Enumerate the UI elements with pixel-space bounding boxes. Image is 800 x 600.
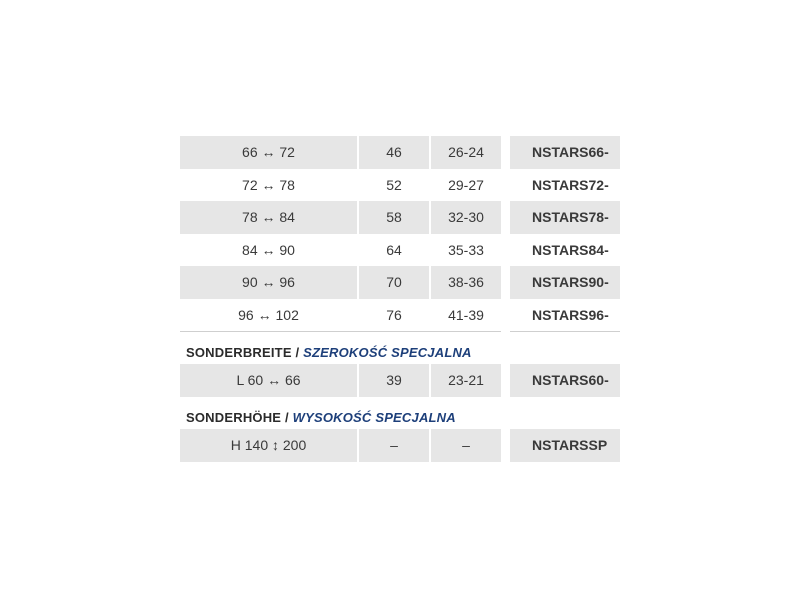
value-b-cell: 32-30	[431, 201, 501, 234]
table-row	[180, 169, 620, 202]
value-a-cell: –	[359, 429, 429, 462]
special-height-heading	[186, 410, 456, 425]
label-separator: /	[281, 410, 293, 425]
table-divider	[510, 331, 620, 332]
table-divider	[180, 331, 501, 332]
value-b-cell: 26-24	[431, 136, 501, 169]
size-cell: 96 ↔ 102	[238, 307, 299, 323]
table-row	[180, 429, 620, 462]
table-row	[180, 201, 620, 234]
size-cell: H 140 ↕ 200	[180, 429, 357, 462]
value-b-cell: 38-36	[431, 266, 501, 299]
table-row	[180, 299, 620, 332]
code-cell: NSTARS96-	[532, 307, 609, 323]
value-a-cell: 70	[359, 266, 429, 299]
code-cell: NSTARS84-	[532, 242, 609, 258]
value-a-cell: 46	[359, 136, 429, 169]
value-b-cell: –	[431, 429, 501, 462]
value-a-cell: 39	[359, 364, 429, 397]
table-row	[180, 234, 620, 267]
special-width-label-pl: SZEROKOŚĆ SPECJALNA	[303, 345, 472, 360]
special-height-label-de: SONDERHÖHE	[186, 410, 282, 425]
table-row	[180, 266, 620, 299]
table-row	[180, 136, 620, 169]
table-row	[180, 364, 620, 397]
value-b-cell: 35-33	[448, 242, 484, 258]
size-cell: 78 ↔ 84	[180, 201, 357, 234]
size-cell: 66 ↔ 72	[180, 136, 357, 169]
value-a-cell: 52	[386, 177, 402, 193]
value-a-cell: 58	[359, 201, 429, 234]
code-cell: NSTARS60-	[510, 364, 620, 397]
size-cell: 84 ↔ 90	[242, 242, 295, 258]
value-b-cell: 29-27	[448, 177, 484, 193]
value-a-cell: 64	[386, 242, 402, 258]
code-cell: NSTARS66-	[510, 136, 620, 169]
size-cell: 72 ↔ 78	[242, 177, 295, 193]
special-width-label-de: SONDERBREITE	[186, 345, 292, 360]
special-height-label-pl: WYSOKOŚĆ SPECJALNA	[292, 410, 456, 425]
label-separator: /	[291, 345, 304, 360]
code-cell: NSTARSSP	[510, 429, 620, 462]
size-cell: 90 ↔ 96	[180, 266, 357, 299]
value-b-cell: 23-21	[431, 364, 501, 397]
value-b-cell: 41-39	[448, 307, 484, 323]
code-cell: NSTARS72-	[532, 177, 609, 193]
size-cell: L 60 ↔ 66	[180, 364, 357, 397]
code-cell: NSTARS90-	[510, 266, 620, 299]
code-cell: NSTARS78-	[510, 201, 620, 234]
special-width-heading	[186, 345, 472, 360]
value-a-cell: 76	[386, 307, 402, 323]
